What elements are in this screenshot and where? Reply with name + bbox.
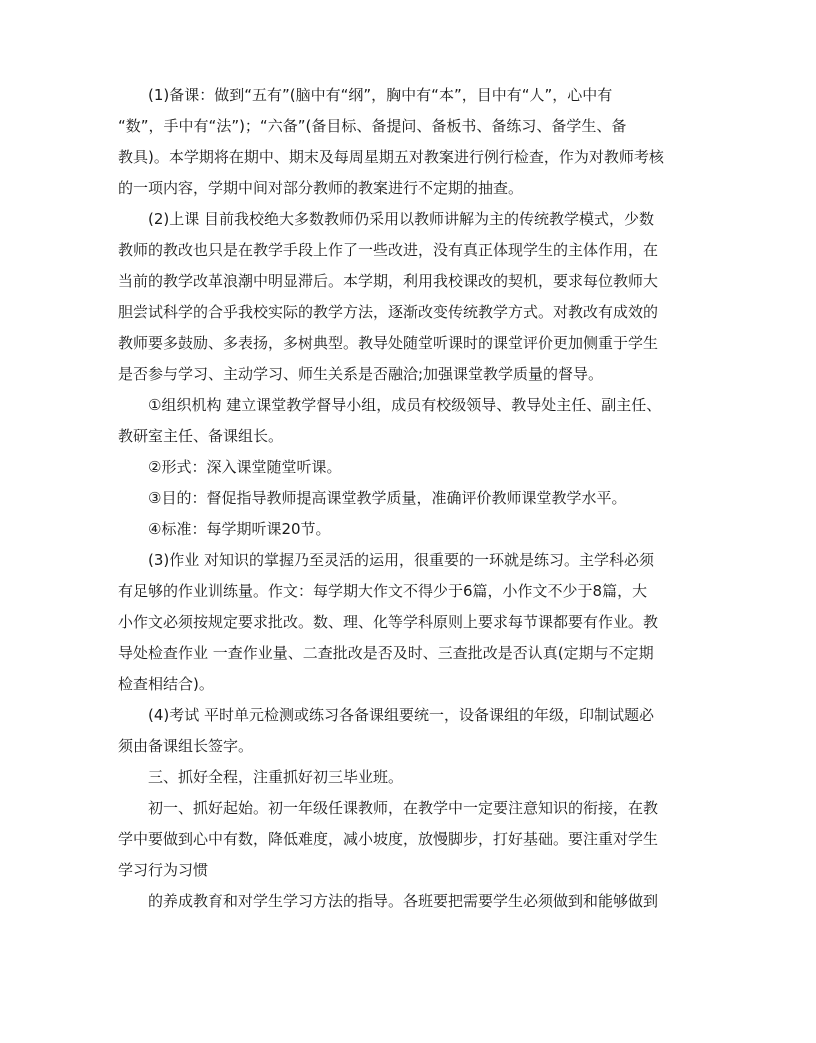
text-line: 的一项内容，学期中间对部分教师的教案进行不定期的抽查。: [118, 179, 524, 197]
text-line: (4)考试 平时单元检测或练习各备课组要统一，设备课组的年级，印制试题必: [148, 706, 655, 724]
text-line: 当前的教学改革浪潮中明显滞后。本学期，利用我校课改的契机，要求每位教师大: [118, 272, 659, 290]
text-line: (2)上课 目前我校绝大多数教师仍采用以教师讲解为主的传统教学模式，少数: [148, 210, 655, 228]
text-line: 是否参与学习、主动学习、师生关系是否融洽;加强课堂教学质量的督导。: [118, 365, 604, 383]
text-line: ③目的：督促指导教师提高课堂教学质量，准确评价教师课堂教学水平。: [148, 489, 627, 507]
text-line: ②形式：深入课堂随堂听课。: [148, 458, 342, 476]
text-line: 导处检查作业 一查作业量、二查批改是否及时、三查批改是否认真(定期与不定期: [118, 644, 654, 662]
text-line: 学中要做到心中有数，降低难度，减小坡度，放慢脚步，打好基础。要注重对学生: [118, 830, 659, 848]
text-line: 胆尝试科学的合乎我校实际的教学方法，逐渐改变传统教学方式。对教改有成效的: [118, 303, 659, 321]
text-line: 教师的教改也只是在教学手段上作了一些改进，没有真正体现学生的主体作用，在: [118, 241, 659, 259]
section-heading: 三、抓好全程，注重抓好初三毕业班。: [148, 768, 404, 786]
text-line: ①组织机构 建立课堂教学督导小组，成员有校级领导、教导处主任、副主任、: [148, 396, 662, 414]
text-line: (1)备课：做到“五有”(脑中有“纲”，胸中有“本”，目中有“人”，心中有: [148, 86, 613, 104]
text-line: 须由备课组长签字。: [118, 737, 254, 755]
text-line: 教具)。本学期将在期中、期末及每周星期五对教案进行例行检查，作为对教师考核: [118, 148, 664, 166]
text-line: 有足够的作业训练量。作文：每学期大作文不得少于6篇，小作文不少于8篇，大: [118, 582, 648, 600]
text-line: 初一、抓好起始。初一年级任课教师，在教学中一定要注意知识的衔接，在教: [148, 799, 659, 817]
text-line: 检查相结合)。: [118, 675, 214, 693]
text-line: 小作文必须按规定要求批改。数、理、化等学科原则上要求每节课都要有作业。教: [118, 613, 659, 631]
text-line: 教研室主任、备课组长。: [118, 427, 284, 445]
text-line: 教师要多鼓励、多表扬，多树典型。教导处随堂听课时的课堂评价更加侧重于学生: [118, 334, 659, 352]
text-line: “数”，手中有“法”)；“六备”(备目标、备提问、备板书、备练习、备学生、备: [118, 117, 627, 135]
text-line: (3)作业 对知识的掌握乃至灵活的运用，很重要的一环就是练习。主学科必须: [148, 551, 655, 569]
text-line: 学习行为习惯: [118, 861, 209, 879]
text-line: 的养成教育和对学生学习方法的指导。各班要把需要学生必须做到和能够做到: [148, 892, 659, 910]
text-line: ④标准：每学期听课20节。: [148, 520, 331, 538]
